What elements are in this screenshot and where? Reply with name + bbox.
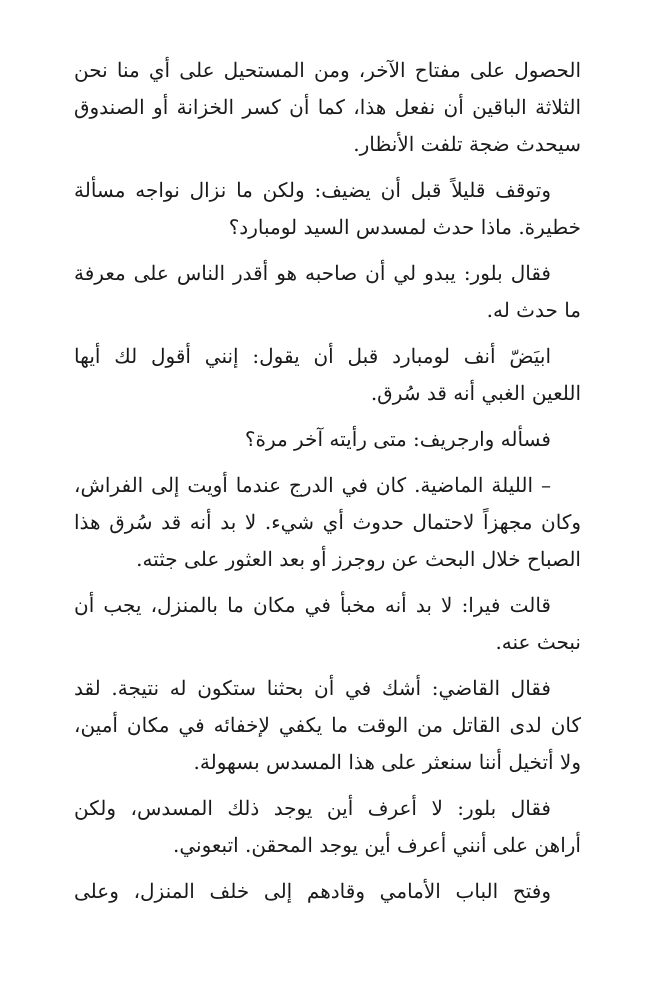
paragraph bbox=[74, 670, 581, 781]
text-line: – الليلة الماضية. كان في الدرج عندما أويت إلى الفراش، bbox=[74, 473, 551, 497]
text-line: نبحث عنه. bbox=[495, 630, 581, 654]
text-line: وكان مجهزاً لاحتمال حدوث أي شيء. لا بد أنه قد سُرق هذا bbox=[74, 510, 581, 534]
text-line: أراهن على أنني أعرف أين يوجد المحقن. اتبعوني. bbox=[172, 833, 581, 857]
text-line: وفتح الباب الأمامي وقادهم إلى خلف المنزل، وعلى bbox=[74, 879, 551, 903]
paragraph bbox=[74, 52, 581, 163]
book-page bbox=[74, 52, 581, 919]
text-line: ابيَضّ أنف لومبارد قبل أن يقول: إنني أقول لك أيها bbox=[74, 344, 552, 368]
text-line: وتوقف قليلاً قبل أن يضيف: ولكن ما نزال نواجه مسألة bbox=[74, 178, 551, 202]
text-line: فسأله وارجريف: متى رأيته آخر مرة؟ bbox=[244, 427, 551, 451]
paragraph bbox=[74, 172, 581, 246]
paragraph bbox=[74, 790, 581, 864]
paragraph bbox=[74, 873, 581, 910]
text-line: فقال بلور: يبدو لي أن صاحبه هو أقدر الناس على معرفة bbox=[74, 261, 551, 285]
text-line: اللعين الغبي أنه قد سُرق. bbox=[370, 381, 581, 405]
text-line: سيحدث ضجة تلفت الأنظار. bbox=[353, 132, 581, 156]
paragraph bbox=[74, 338, 581, 412]
paragraph bbox=[74, 421, 581, 458]
text-line: الحصول على مفتاح الآخر، ومن المستحيل على أي منا نحن bbox=[74, 58, 581, 82]
text-line: كان لدى القاتل من الوقت ما يكفي لإخفائه في مكان أمين، bbox=[74, 713, 581, 737]
paragraph bbox=[74, 255, 581, 329]
paragraph bbox=[74, 467, 581, 578]
text-line: فقال القاضي: أشك في أن بحثنا ستكون له نتيجة. لقد bbox=[74, 676, 551, 700]
text-line: الصباح خلال البحث عن روجرز أو بعد العثور على جثته. bbox=[136, 547, 581, 571]
text-line: فقال بلور: لا أعرف أين يوجد ذلك المسدس، ولكن bbox=[74, 796, 551, 820]
text-line: قالت فيرا: لا بد أنه مخبأ في مكان ما بالمنزل، يجب أن bbox=[74, 593, 551, 617]
text-line: خطيرة. ماذا حدث لمسدس السيد لومبارد؟ bbox=[228, 215, 581, 239]
text-line: ما حدث له. bbox=[486, 298, 581, 322]
text-line: ولا أتخيل أننا سنعثر على هذا المسدس بسهولة. bbox=[193, 750, 581, 774]
paragraph bbox=[74, 587, 581, 661]
text-line: الثلاثة الباقين أن نفعل هذا، كما أن كسر الخزانة أو الصندوق bbox=[74, 95, 581, 119]
